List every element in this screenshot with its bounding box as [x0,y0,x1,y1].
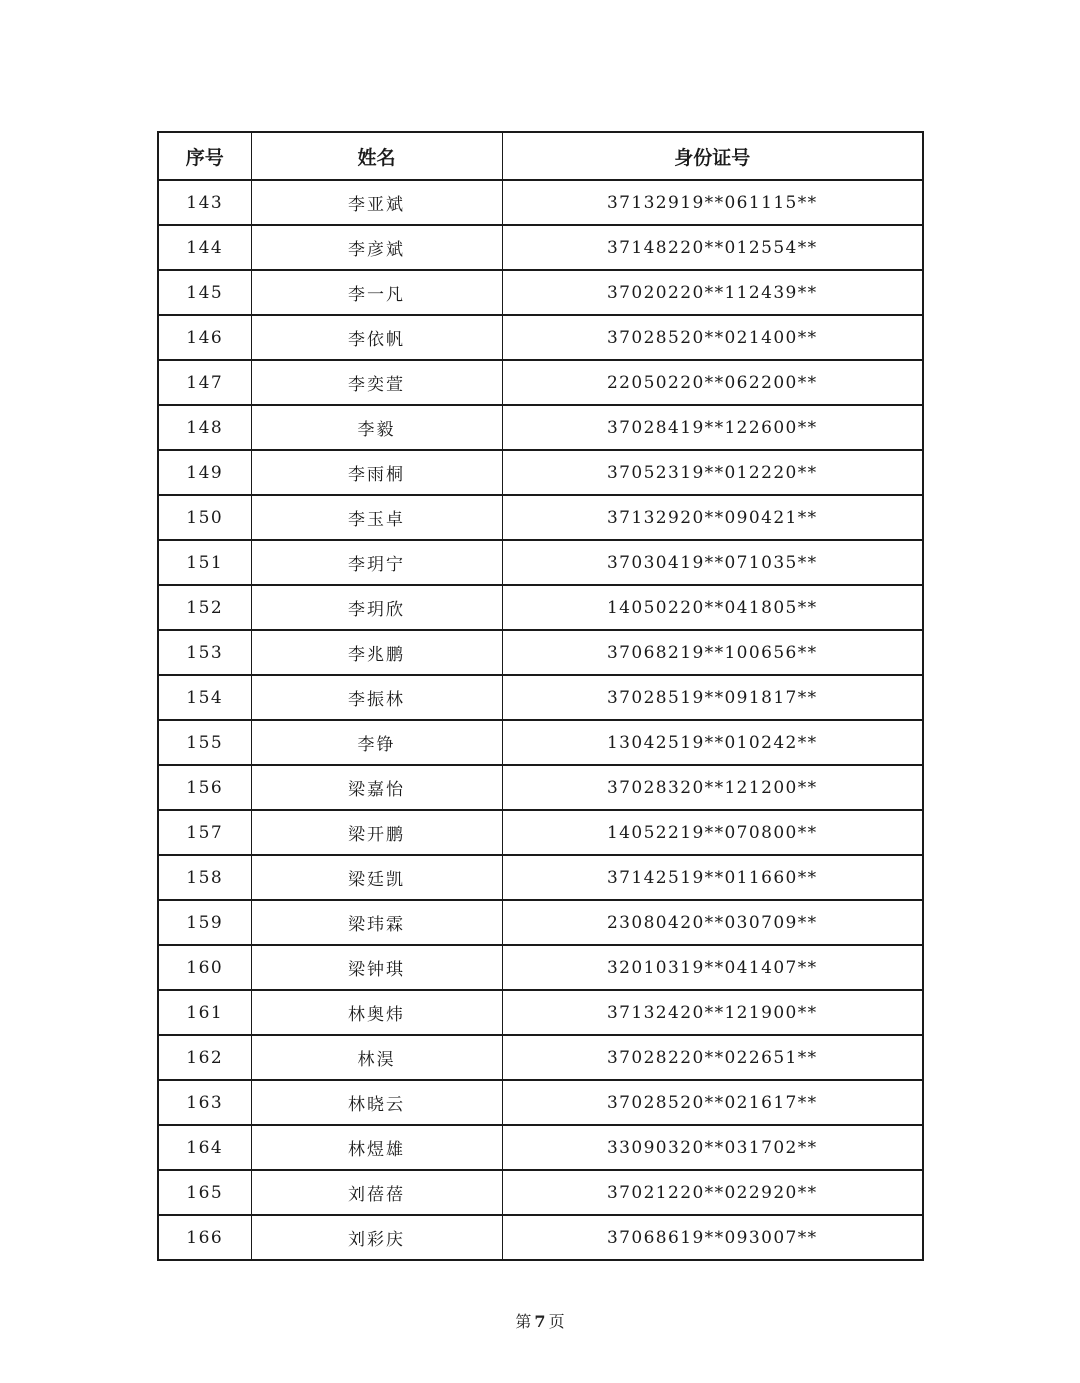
table-row [158,1170,923,1215]
cell-index: 162 [158,1035,251,1080]
table-row [158,1080,923,1125]
table-row [158,450,923,495]
cell-name: 李振林 [251,675,502,720]
cell-name: 李依帆 [251,315,502,360]
cell-name: 刘蓓蓓 [251,1170,502,1215]
cell-name: 李奕萱 [251,360,502,405]
cell-id-number: 13042519**010242** [502,720,923,765]
header-name: 姓名 [251,132,502,180]
cell-name: 梁廷凯 [251,855,502,900]
cell-index: 153 [158,630,251,675]
cell-id-number: 37148220**012554** [502,225,923,270]
cell-name: 梁钟琪 [251,945,502,990]
table-row [158,675,923,720]
cell-id-number: 37132920**090421** [502,495,923,540]
cell-name: 林晓云 [251,1080,502,1125]
table-row [158,405,923,450]
table-row [158,1035,923,1080]
table-row [158,495,923,540]
cell-index: 145 [158,270,251,315]
cell-index: 159 [158,900,251,945]
table-row [158,990,923,1035]
cell-index: 152 [158,585,251,630]
header-index: 序号 [158,132,251,180]
cell-name: 李玥欣 [251,585,502,630]
cell-name: 李铮 [251,720,502,765]
cell-index: 157 [158,810,251,855]
cell-name: 刘彩庆 [251,1215,502,1260]
cell-index: 148 [158,405,251,450]
cell-id-number: 33090320**031702** [502,1125,923,1170]
cell-name: 林煜雄 [251,1125,502,1170]
table-row [158,315,923,360]
cell-index: 166 [158,1215,251,1260]
cell-name: 梁开鹏 [251,810,502,855]
table-row [158,360,923,405]
table-row [158,180,923,225]
cell-index: 160 [158,945,251,990]
cell-id-number: 37028220**022651** [502,1035,923,1080]
cell-id-number: 37028520**021617** [502,1080,923,1125]
table-row [158,900,923,945]
cell-name: 李一凡 [251,270,502,315]
cell-index: 154 [158,675,251,720]
table-row [158,810,923,855]
cell-id-number: 14052219**070800** [502,810,923,855]
cell-name: 李毅 [251,405,502,450]
cell-index: 161 [158,990,251,1035]
cell-id-number: 37132420**121900** [502,990,923,1035]
cell-index: 164 [158,1125,251,1170]
cell-name: 李雨桐 [251,450,502,495]
cell-index: 163 [158,1080,251,1125]
cell-name: 李玥宁 [251,540,502,585]
cell-id-number: 37052319**012220** [502,450,923,495]
cell-id-number: 32010319**041407** [502,945,923,990]
table-row [158,855,923,900]
cell-id-number: 37028320**121200** [502,765,923,810]
cell-index: 165 [158,1170,251,1215]
cell-id-number: 37028520**021400** [502,315,923,360]
table-row [158,270,923,315]
cell-index: 151 [158,540,251,585]
header-row [158,132,923,180]
cell-id-number: 37030419**071035** [502,540,923,585]
table-row [158,585,923,630]
cell-id-number: 37068219**100656** [502,630,923,675]
table-row [158,720,923,765]
cell-id-number: 37028419**122600** [502,405,923,450]
cell-index: 146 [158,315,251,360]
cell-index: 149 [158,450,251,495]
cell-id-number: 23080420**030709** [502,900,923,945]
cell-name: 李玉卓 [251,495,502,540]
footer-prefix: 第 [515,1312,532,1331]
cell-name: 林奥炜 [251,990,502,1035]
table-row [158,1215,923,1260]
cell-index: 155 [158,720,251,765]
cell-index: 150 [158,495,251,540]
cell-id-number: 37068619**093007** [502,1215,923,1260]
cell-name: 梁玮霖 [251,900,502,945]
roster-table [157,131,924,1261]
table-body [158,180,923,1260]
cell-index: 143 [158,180,251,225]
cell-name: 梁嘉怡 [251,765,502,810]
cell-name: 李彦斌 [251,225,502,270]
cell-id-number: 37132919**061115** [502,180,923,225]
table-row [158,945,923,990]
cell-index: 156 [158,765,251,810]
table-row [158,1125,923,1170]
cell-index: 158 [158,855,251,900]
cell-id-number: 37142519**011660** [502,855,923,900]
cell-id-number: 14050220**041805** [502,585,923,630]
cell-name: 李兆鹏 [251,630,502,675]
cell-id-number: 37021220**022920** [502,1170,923,1215]
table-row [158,540,923,585]
page-footer [0,1309,1080,1332]
header-id-number: 身份证号 [502,132,923,180]
footer-suffix: 页 [548,1312,565,1331]
cell-index: 147 [158,360,251,405]
cell-name: 李亚斌 [251,180,502,225]
cell-name: 林淏 [251,1035,502,1080]
table-header [158,132,923,180]
table-row [158,765,923,810]
cell-id-number: 37020220**112439** [502,270,923,315]
table-row [158,630,923,675]
table-row [158,225,923,270]
cell-id-number: 22050220**062200** [502,360,923,405]
cell-id-number: 37028519**091817** [502,675,923,720]
page-number: 7 [534,1312,546,1331]
cell-index: 144 [158,225,251,270]
